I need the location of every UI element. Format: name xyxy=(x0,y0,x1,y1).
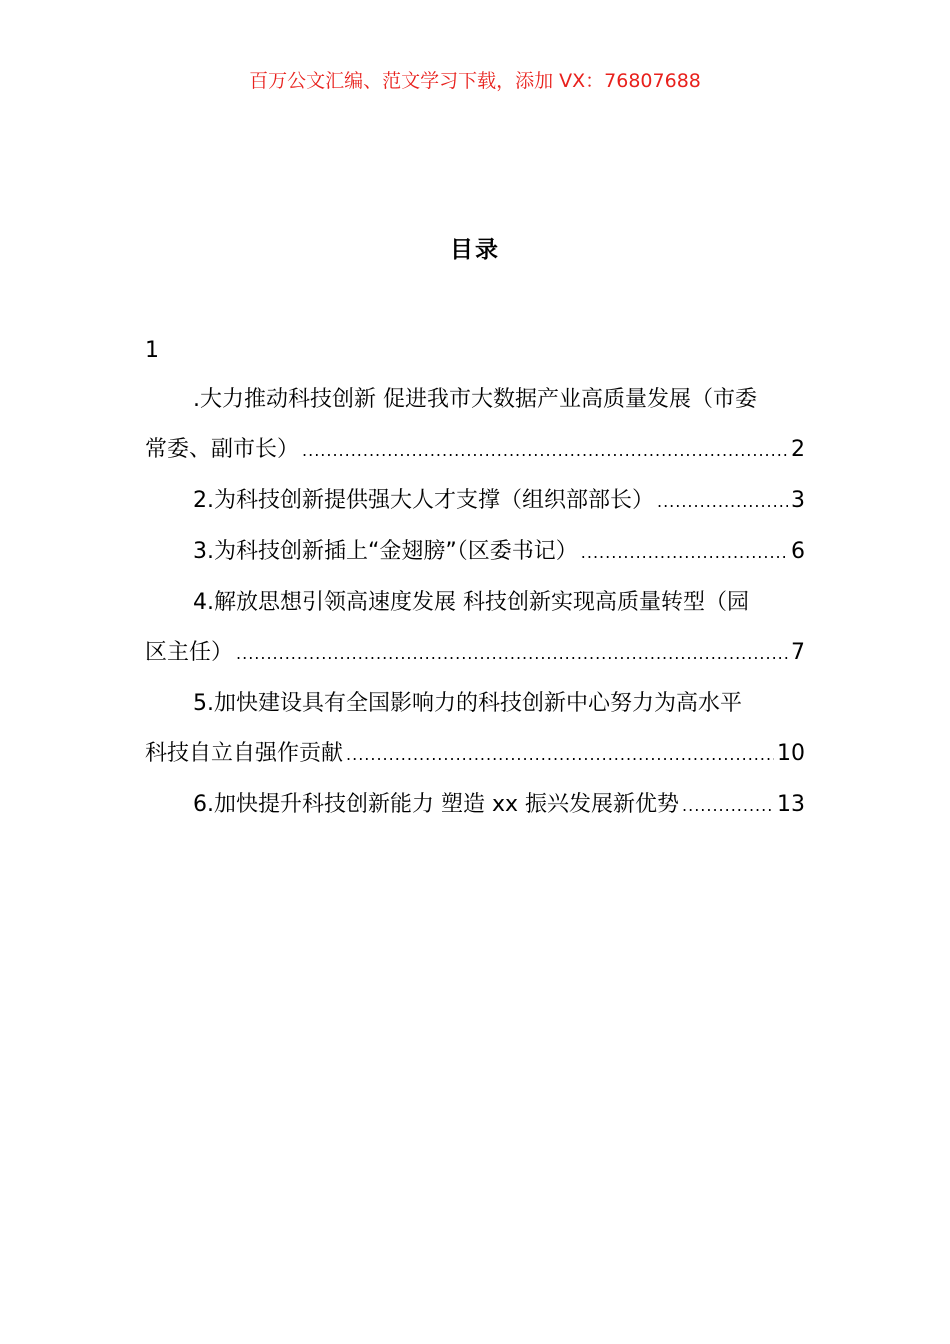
toc-entry-title-line1: 4.解放思想引领高速度发展 科技创新实现高质量转型（园 xyxy=(193,590,749,615)
toc-entry-title: 3.为科技创新插上“金翅膀”（区委书记） xyxy=(193,539,578,564)
toc-entry[interactable] xyxy=(145,375,805,476)
toc-entry-title-line2: 常委、副市长） xyxy=(145,437,300,462)
dot-leader xyxy=(657,477,788,527)
dot-leader xyxy=(581,528,788,578)
toc-leading-number: 1 xyxy=(145,338,159,363)
toc-entry[interactable] xyxy=(145,527,805,578)
dot-leader xyxy=(682,781,774,831)
toc-entry-page: 6 xyxy=(791,539,805,564)
toc-entry-page: 3 xyxy=(791,488,805,513)
toc-entry-page: 10 xyxy=(777,741,805,766)
toc-list xyxy=(145,375,805,831)
toc-entry-page: 2 xyxy=(791,437,805,462)
toc-entry-title-line1: .大力推动科技创新 促进我市大数据产业高质量发展（市委 xyxy=(193,387,757,412)
toc-entry-title: 6.加快提升科技创新能力 塑造 xx 振兴发展新优势 xyxy=(193,792,680,817)
dot-leader xyxy=(302,426,788,476)
toc-entry-title-line1: 5.加快建设具有全国影响力的科技创新中心努力为高水平 xyxy=(193,691,742,716)
toc-entry[interactable] xyxy=(145,578,805,679)
dot-leader xyxy=(236,629,788,679)
toc-title: 目录 xyxy=(450,237,500,263)
toc-entry[interactable] xyxy=(145,476,805,527)
toc-entry[interactable] xyxy=(145,679,805,780)
toc-entry-page: 13 xyxy=(777,792,805,817)
toc-entry-title: 2.为科技创新提供强大人才支撑（组织部部长） xyxy=(193,488,654,513)
toc-entry[interactable] xyxy=(145,780,805,831)
toc-entry-title-line2: 区主任） xyxy=(145,640,234,665)
dot-leader xyxy=(346,730,774,780)
toc-entry-title-line2: 科技自立自强作贡献 xyxy=(145,741,344,766)
header-note: 百万公文汇编、范文学习下载，添加 VX：76807688 xyxy=(249,70,701,92)
toc-entry-page: 7 xyxy=(791,640,805,665)
